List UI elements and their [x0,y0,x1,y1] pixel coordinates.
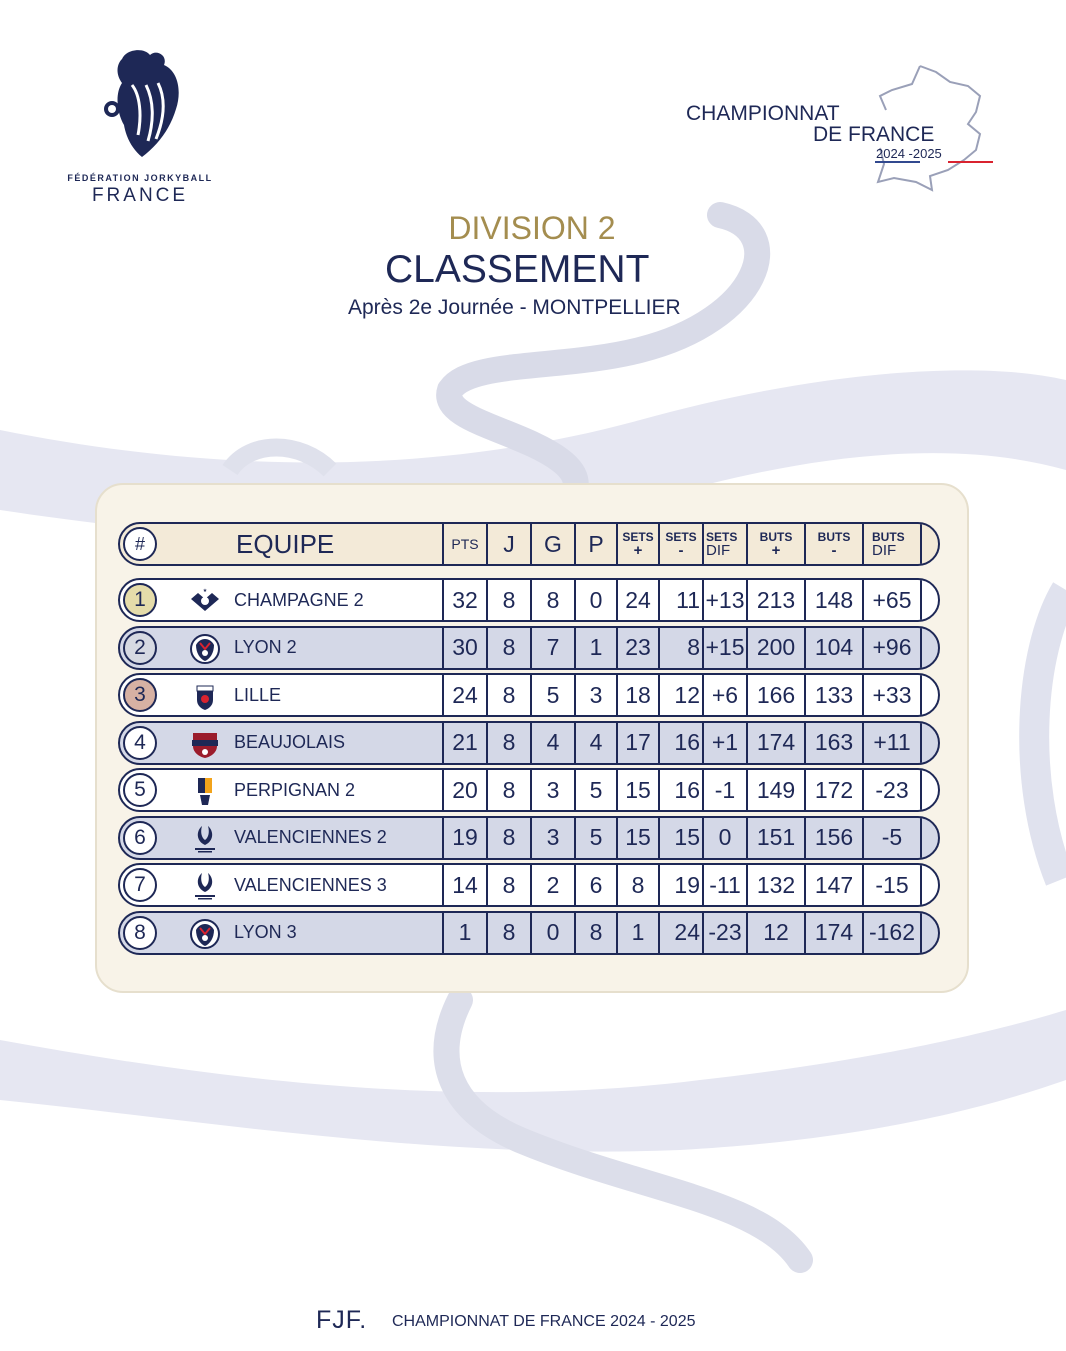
header-buts-dif-bottom: DIF [872,542,897,559]
cell-sets-dif: +1 [711,729,739,755]
header-buts-plus-top: BUTS [759,530,793,544]
federation-country: FRANCE [91,185,189,206]
header-g: G [544,530,562,557]
footer-brand: FJF. [316,1306,368,1334]
svg-text:★: ★ [202,588,208,594]
header-sets-dif-top: SETS [706,530,738,544]
cell-j: 8 [502,634,516,660]
rank-badge: 8 [123,916,157,950]
cell-sets-dif: -1 [714,776,736,803]
cell-p: 5 [589,776,603,803]
header-sets-plus-bottom: + [633,542,643,559]
header-sets-dif-bottom: DIF [706,542,731,559]
cell-buts-dif: +65 [872,586,912,613]
tricolor-underline [875,161,993,163]
cell-pts: 24 [452,681,478,708]
cell-buts-minus: 148 [814,586,854,613]
cell-buts-minus: 147 [814,871,854,898]
table-row [118,816,940,860]
cell-sets-minus: 12 [674,681,700,708]
header-sets-minus [660,524,702,564]
rank-badge: 2 [123,631,157,665]
cell-p: 4 [589,729,603,755]
cell-sets-dif: -11 [709,871,741,898]
cell-g: 0 [546,919,560,945]
federation-name: FÉDÉRATION JORKYBALL [67,173,213,183]
cell-g: 2 [546,871,560,898]
cell-j: 8 [502,776,516,803]
header-sets-plus [618,524,658,564]
cell-pts: 30 [452,634,478,660]
cell-pts: 20 [452,776,478,803]
footer-text: CHAMPIONNAT DE FRANCE 2024 - 2025 [392,1313,696,1330]
team-name: BEAUJOLAIS [234,732,346,752]
table-row [118,578,940,622]
cell-sets-dif: +6 [711,681,739,708]
cell-sets-minus: 19 [674,871,700,898]
cell-g: 3 [546,824,560,850]
team-name: VALENCIENNES 2 [234,827,387,847]
header-sets-dif [704,524,746,564]
cell-p: 8 [589,919,603,945]
team-name: LYON 3 [234,922,297,942]
rank-badge: 4 [123,726,157,760]
cell-buts-dif: +96 [872,634,912,660]
team-name: LYON 2 [234,637,297,657]
main-title: CLASSEMENT [385,248,650,291]
cell-buts-plus: 213 [756,586,796,613]
cell-sets-dif: +15 [705,634,745,660]
cell-g: 4 [546,729,560,755]
col-divider [920,865,922,905]
team-name: LILLE [234,684,282,705]
cell-j: 8 [502,681,516,708]
championship-season: 2024 -2025 [876,146,942,161]
cell-sets-plus: 17 [625,729,651,755]
cell-buts-minus: 172 [814,776,854,803]
cell-sets-minus: 11 [676,586,700,613]
cell-pts: 14 [452,871,478,898]
subtitle: Après 2e Journée - MONTPELLIER [348,296,681,319]
header-sets-minus-top: SETS [665,530,697,544]
header-buts-dif-top: BUTS [872,530,905,544]
cell-sets-dif: +13 [705,586,745,613]
cell-p: 0 [589,586,603,613]
cell-buts-plus: 200 [756,634,796,660]
header-sets-minus-bottom: - [678,542,684,559]
cell-pts: 1 [458,919,472,945]
rank-badge: 7 [123,868,157,902]
division-title [0,210,1066,247]
col-divider [920,770,922,810]
cell-pts: 32 [452,586,478,613]
header-buts-minus-bottom: - [831,542,837,559]
valenciennes-logo-icon [188,870,222,902]
rank-badge: 3 [123,678,157,712]
rank-badge: 1 [123,583,157,617]
header-buts-plus [748,524,804,564]
cell-sets-plus: 1 [631,919,645,945]
col-divider [920,723,922,763]
cell-buts-minus: 174 [814,919,854,945]
cell-buts-minus: 156 [814,824,854,850]
header-team: EQUIPE [236,528,335,559]
rank-badge: 6 [123,821,157,855]
championship-line2: DE FRANCE [813,123,935,146]
cell-g: 5 [546,681,560,708]
cell-pts: 21 [452,729,478,755]
cell-buts-plus: 149 [756,776,796,803]
cell-sets-plus: 18 [625,681,651,708]
cell-sets-minus: 16 [674,776,700,803]
cell-buts-plus: 174 [756,729,796,755]
cell-j: 8 [502,729,516,755]
division-title-text: DIVISION 2 [448,210,616,246]
cell-j: 8 [502,871,516,898]
champagne-logo-icon [188,585,222,617]
cell-p: 5 [589,824,603,850]
cell-p: 6 [589,871,603,898]
cell-buts-dif: -5 [881,824,903,850]
cell-buts-dif: -162 [868,919,916,945]
header-pts: PTS [451,536,479,552]
cell-sets-plus: 24 [625,586,651,613]
cell-buts-plus: 151 [756,824,796,850]
cell-buts-plus: 132 [756,871,796,898]
table-header [118,522,940,566]
header-j: J [503,530,515,557]
cell-buts-minus: 163 [814,729,854,755]
cell-sets-plus: 8 [631,871,645,898]
cell-sets-dif: -23 [708,919,742,945]
table-row [118,626,940,670]
cell-buts-minus: 104 [814,634,854,660]
cell-sets-minus: 8 [687,634,700,660]
cell-sets-plus: 15 [625,824,651,850]
header-buts-minus [806,524,862,564]
col-divider [920,628,922,668]
table-row [118,721,940,765]
lille-logo-icon [188,680,222,712]
championship-logo [680,60,1010,200]
cell-g: 7 [546,634,560,660]
header-buts-minus-top: BUTS [817,530,851,544]
col-divider [920,580,922,620]
header-p: P [588,530,604,557]
championship-line1: CHAMPIONNAT [686,102,840,125]
cell-sets-plus: 15 [625,776,651,803]
col-divider [920,818,922,858]
cell-j: 8 [502,919,516,945]
cell-sets-minus: 24 [674,919,700,945]
beaujolais-logo-icon [188,728,222,760]
cell-sets-dif: 0 [718,824,732,850]
cell-g: 8 [546,586,560,613]
team-name: CHAMPAGNE 2 [234,589,364,610]
cell-j: 8 [502,824,516,850]
lyon-logo-icon [188,918,222,950]
table-row [118,673,940,717]
cell-buts-plus: 166 [756,681,796,708]
valenciennes-logo-icon [188,823,222,855]
cell-buts-dif: +11 [873,729,911,755]
cell-pts: 19 [452,824,478,850]
cell-buts-dif: -15 [875,871,909,898]
header-buts-plus-bottom: + [771,542,781,559]
rank-badge: 5 [123,773,157,807]
cell-p: 1 [589,634,603,660]
perpignan-logo-icon [188,775,222,807]
cell-buts-minus: 133 [814,681,854,708]
team-name: VALENCIENNES 3 [234,874,387,895]
table-row [118,768,940,812]
col-divider [920,913,922,953]
table-row [118,863,940,907]
team-name: PERPIGNAN 2 [234,779,356,800]
rooster-icon [60,45,220,170]
lyon-logo-icon [188,633,222,665]
cell-j: 8 [502,586,516,613]
header-sets-plus-top: SETS [622,530,654,544]
cell-g: 3 [546,776,560,803]
col-divider [920,524,922,564]
cell-buts-plus: 12 [763,919,789,945]
cell-p: 3 [589,681,603,708]
header-rank: # [123,527,157,561]
table-row [118,911,940,955]
cell-buts-dif: +33 [872,681,912,708]
header-buts-dif [864,524,920,564]
col-divider [920,675,922,715]
cell-sets-plus: 23 [625,634,651,660]
cell-sets-minus: 16 [674,729,700,755]
cell-buts-dif: -23 [875,776,909,803]
federation-logo [60,45,220,215]
cell-sets-minus: 15 [674,824,700,850]
